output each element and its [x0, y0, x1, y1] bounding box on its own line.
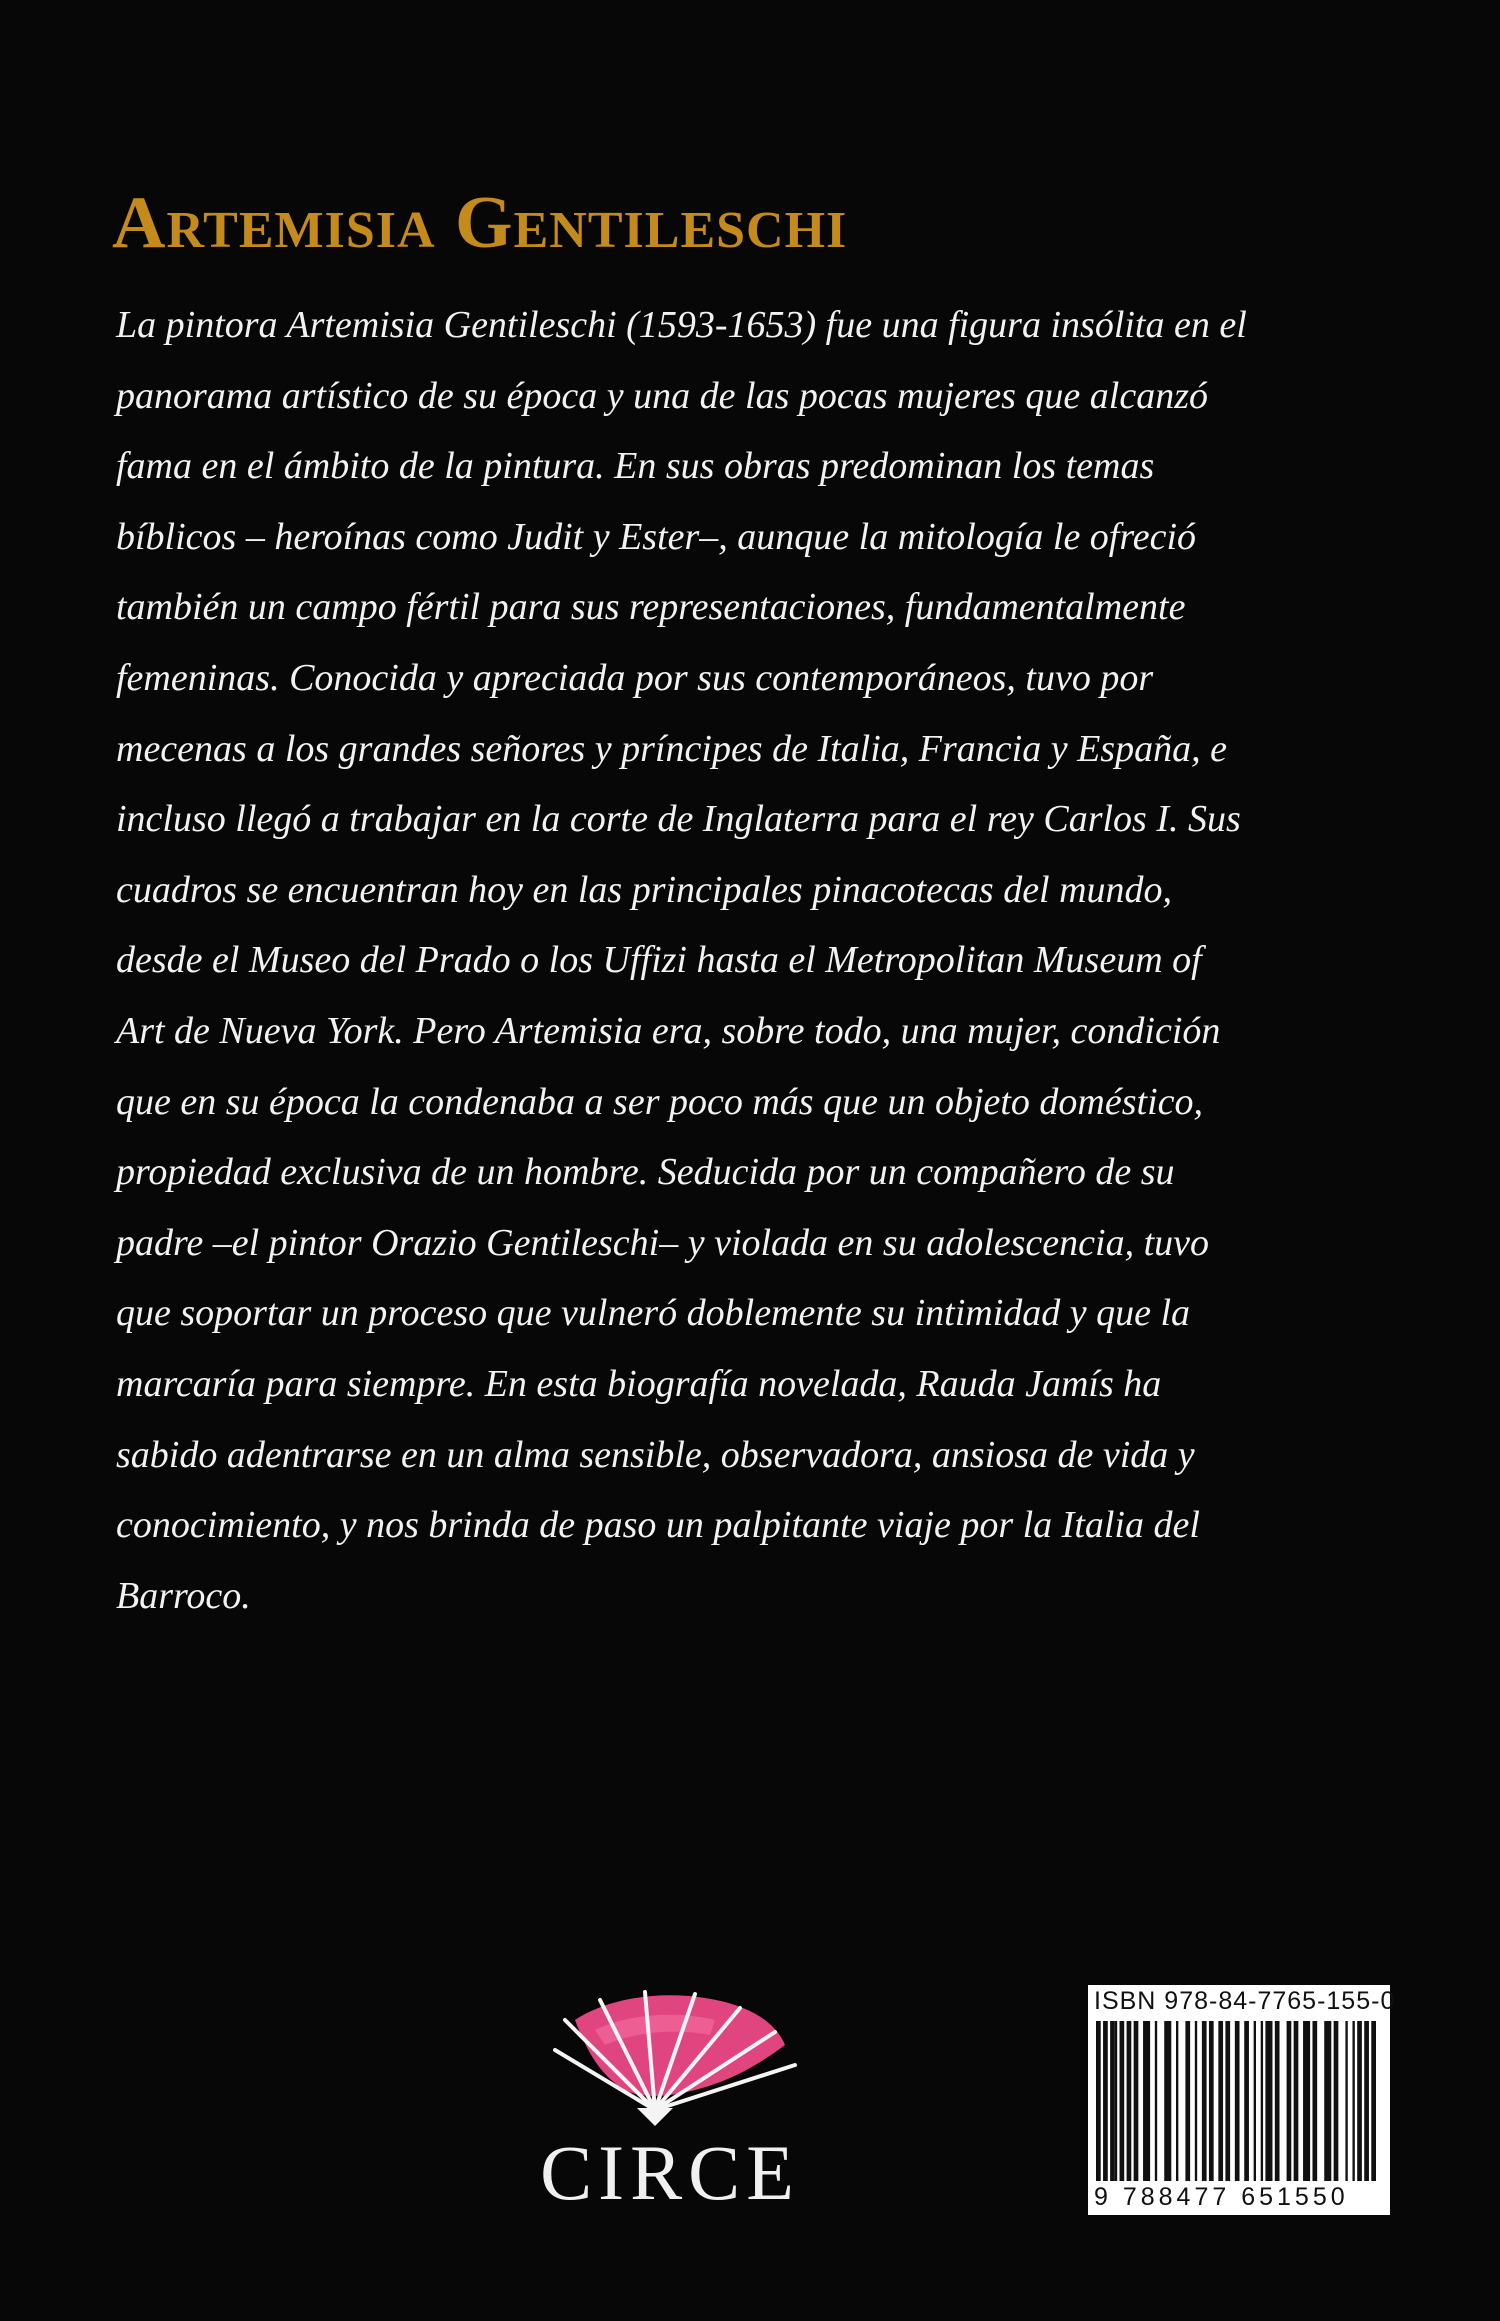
blurb-line: bíblicos – heroínas como Judit y Ester–, aunque la mitología le ofreció [116, 515, 1197, 558]
blurb-line: marcaría para siempre. En esta biografía novelada, Rauda Jamís ha [116, 1362, 1162, 1405]
blurb-line: cuadros se encuentran hoy en las principales pinacotecas del mundo, [116, 868, 1173, 911]
blurb-line: que soportar un proceso que vulneró doblemente su intimidad y que la [116, 1292, 1191, 1335]
blurb-line: femeninas. Conocida y apreciada por sus contemporáneos, tuvo por [116, 656, 1154, 699]
blurb-line: La pintora Artemisia Gentileschi (1593-1653) fue una figura insólita en el [116, 304, 1247, 346]
isbn-barcode [1088, 1985, 1396, 2215]
blurb-line: padre –el pintor Orazio Gentileschi– y violada en su adolescencia, tuvo [116, 1221, 1210, 1264]
book-blurb [116, 290, 1436, 1631]
blurb-line: fama en el ámbito de la pintura. En sus obras predominan los temas [116, 445, 1155, 488]
publisher-name: CIRCE [540, 2129, 800, 2216]
blurb-line: también un campo fértil para sus representaciones, fundamentalmente [116, 586, 1186, 629]
blurb-line: panorama artístico de su época y una de las pocas mujeres que alcanzó [116, 374, 1208, 417]
blurb-line: incluso llegó a trabajar en la corte de Inglaterra para el rey Carlos I. Sus [116, 798, 1241, 841]
barcode-digits: 9 788477 651550 [1094, 2183, 1349, 2211]
blurb-line: mecenas a los grandes señores y príncipes de Italia, Francia y España, e [116, 727, 1227, 770]
blurb-line: Art de Nueva York. Pero Artemisia era, sobre todo, una mujer, condición [116, 1009, 1221, 1052]
blurb-line: sabido adentrarse en un alma sensible, observadora, ansiosa de vida y [116, 1433, 1195, 1476]
blurb-line: conocimiento, y nos brinda de paso un palpitante viaje por la Italia del [116, 1504, 1200, 1547]
blurb-line: desde el Museo del Prado o los Uffizi hasta el Metropolitan Museum of [116, 939, 1202, 982]
barcode-bars [1094, 2021, 1384, 2181]
publisher-logo [520, 1990, 820, 2230]
book-title: Artemisia Gentileschi [112, 182, 848, 264]
pink-fan-icon [535, 1990, 805, 2130]
isbn-label: ISBN 978-84-7765-155-0 [1094, 1987, 1396, 2015]
blurb-line: que en su época la condenaba a ser poco más que un objeto doméstico, [116, 1080, 1204, 1123]
blurb-line: propiedad exclusiva de un hombre. Seducida por un compañero de su [116, 1151, 1175, 1194]
blurb-line: Barroco. [116, 1574, 251, 1617]
